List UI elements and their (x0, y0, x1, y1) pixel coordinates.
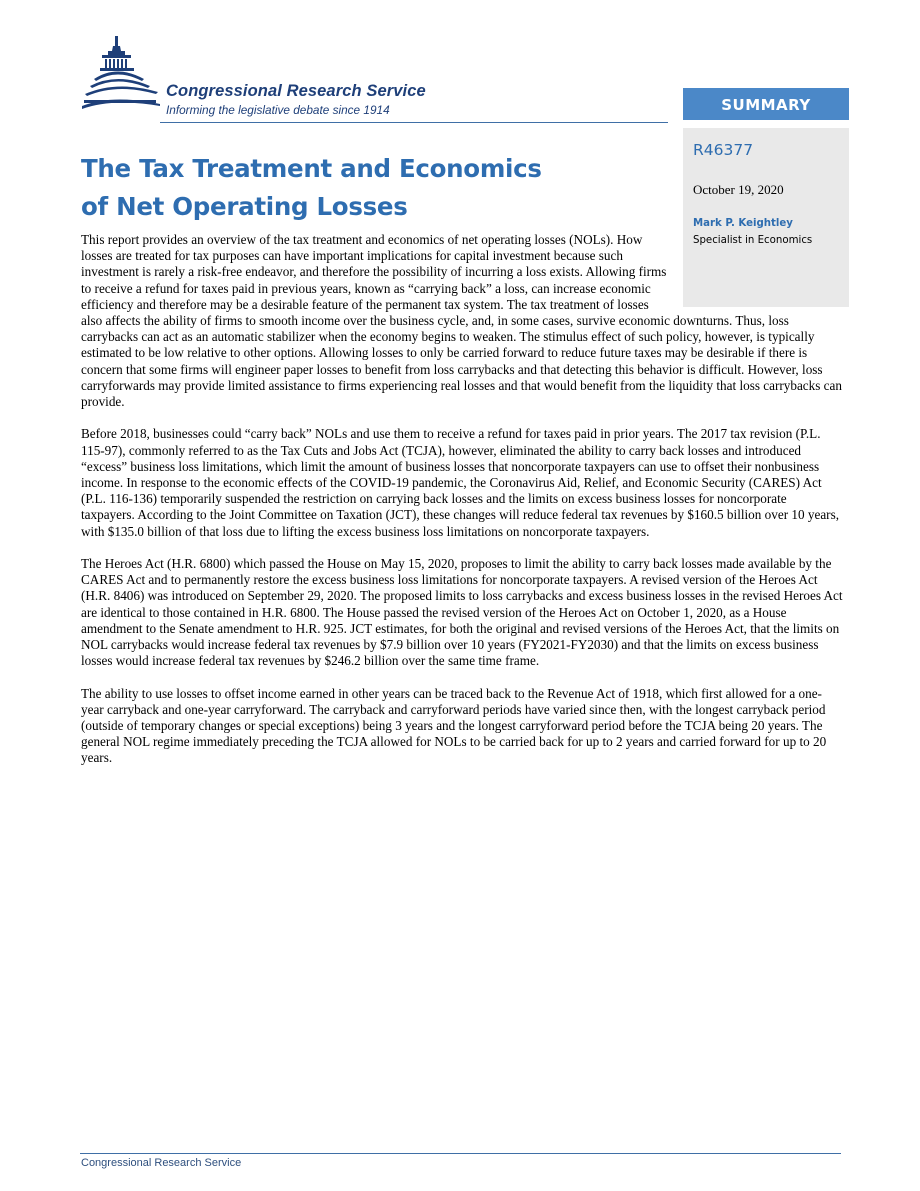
paragraph: This report provides an overview of the tax treatment and economics of net operating losses (NOLs). How losses are treated for tax purposes can have important implications for capital investment because such investment is rarely a risk-free endeavor, and therefore the possibility of incurring a loss exists. Allowing firms to receive a refund for taxes paid in previous years, known as “carrying back” a loss, can increase economic efficiency and therefore may be a desirable feature of the permanent tax system. The tax treatment of losses also affects the ability of firms to smooth income over the business cycle, and, in some cases, survive economic downturns. Thus, loss carrybacks can act as an automatic stabilizer when the economy begins to weaken. The stimulus effect of such policy, however, is typically estimated to be low relative to other options. Allowing losses to only be carried forward to reduce future taxes may be desirable if there is concern that some firms will engineer paper losses to benefit from loss carrybacks and that detecting this behavior is difficult. However, loss carryforwards may provide limited assistance to firms experiencing real losses and that would benefit from the liquidity that loss carrybacks can provide. (81, 232, 842, 410)
sidebar-wrap-spacer (669, 232, 843, 312)
org-tagline: Informing the legislative debate since 1914 (166, 103, 390, 117)
author-title: Specialist in Economics (693, 235, 813, 246)
author-name: Mark P. Keightley (693, 218, 793, 229)
summary-body (81, 232, 843, 783)
report-date: October 19, 2020 (693, 182, 784, 197)
report-number: R46377 (693, 141, 754, 159)
paragraph: The ability to use losses to offset income earned in other years can be traced back to the Revenue Act of 1918, which first allowed for a one-year carryback and one-year carryforward. The carryback and carryforward periods have varied since then, with the longest carryback period (outside of temporary changes or special exceptions) being 3 years and the longest carryforward period before the TCJA being 20 years. The general NOL regime immediately preceding the TCJA allowed for NOLs to be carried back for up to 2 years and carried forward for up to 20 years. (81, 685, 827, 766)
capitol-dome-icon (82, 34, 164, 124)
title-line-2: of Net Operating Losses (81, 192, 408, 221)
paragraph: Before 2018, businesses could “carry back” NOLs and use them to receive a refund for taxes paid in prior years. The 2017 tax revision (P.L. 115-97), commonly referred to as the Tax Cuts and Jobs Act (TCJA), however, eliminated the ability to carry back losses and introduced “excess” business loss limitations, which limit the amount of business losses that noncorporate taxpayers can use to offset their nonbusiness income. In response to the economic effects of the COVID-19 pandemic, the Coronavirus Aid, Relief, and Economic Security (CARES) Act (P.L. 116-136) temporarily suspended the restriction on carrying back losses and the limits on excess business losses for noncorporate taxpayers. According to the Joint Committee on Taxation (JCT), these changes will reduce federal tax revenues by $160.5 billion over 10 years, with $135.0 billion of that loss due to lifting the excess business loss limitations on noncorporate taxpayers. (81, 426, 840, 539)
footer-divider (80, 1153, 841, 1154)
page-title (81, 150, 601, 226)
crs-logo (80, 34, 480, 124)
paragraph: The Heroes Act (H.R. 6800) which passed the House on May 15, 2020, proposes to limit the ability to carry back losses made available by the CARES Act and to permanently restore the excess business loss limitations for noncorporate taxpayers. A revised version of the Heroes Act (H.R. 8406) was introduced on September 29, 2020. The proposed limits to loss carrybacks and excess business losses in the revised Heroes Act are identical to those contained in H.R. 6800. The House passed the revised version of the Heroes Act on October 1, 2020, as a House amendment to the Senate amendment to H.R. 925. JCT estimates, for both the original and revised versions of the Heroes Act, that the limits on NOL carrybacks would increase federal tax revenues by $7.9 billion over 10 years (FY2021-FY2030) and that the limits on excess business losses would increase federal tax revenues by $246.2 billion over the same time frame. (81, 556, 843, 669)
summary-badge: SUMMARY (683, 88, 849, 120)
title-line-1: The Tax Treatment and Economics (81, 154, 542, 183)
footer-org-name: Congressional Research Service (81, 1157, 242, 1169)
org-name: Congressional Research Service (166, 82, 426, 100)
header-divider (160, 122, 668, 123)
